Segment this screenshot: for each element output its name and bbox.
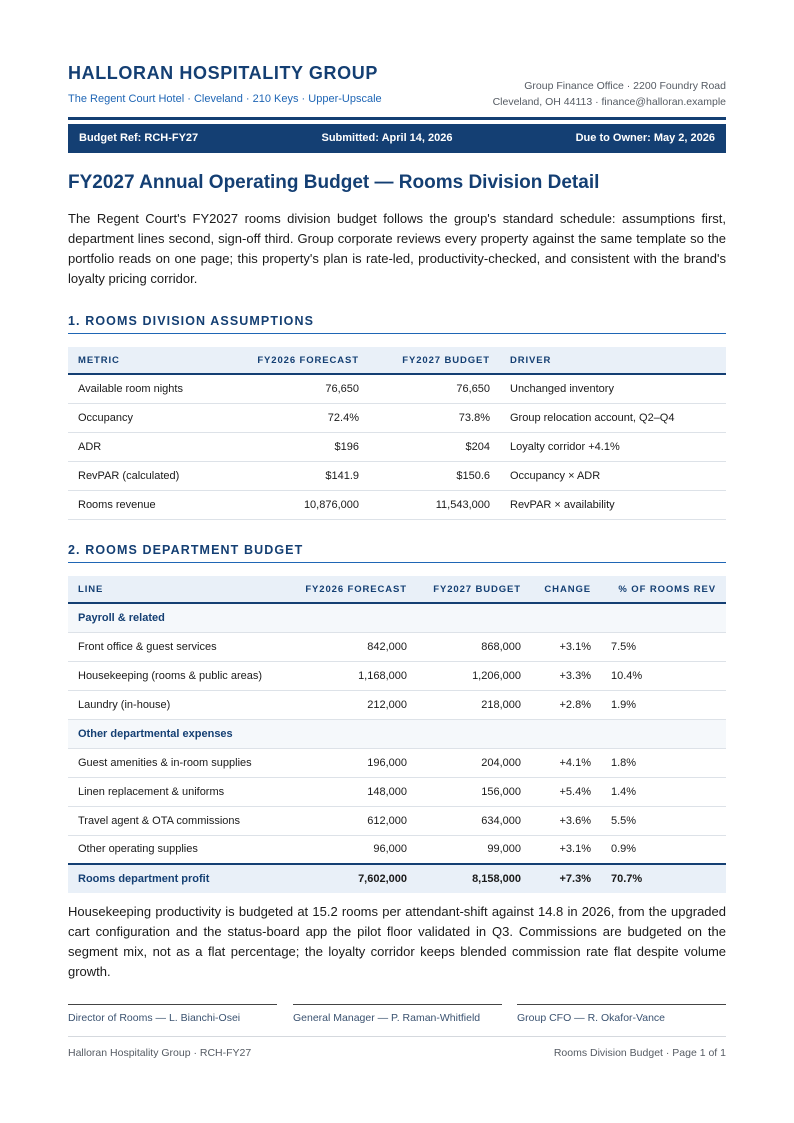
column-header: FY2026 FORECAST <box>292 576 417 603</box>
cell-driver: Loyalty corridor +4.1% <box>500 432 726 461</box>
group-row-other-expenses <box>68 719 726 748</box>
cell-budget: 204,000 <box>417 748 531 777</box>
cell-forecast: 842,000 <box>292 632 417 661</box>
section-heading-assumptions: 1. ROOMS DIVISION ASSUMPTIONS <box>68 314 726 334</box>
assumptions-table <box>68 347 726 520</box>
cell-forecast: $196 <box>238 432 369 461</box>
budget-ref: Budget Ref: RCH-FY27 <box>79 132 199 144</box>
cell-metric: Available room nights <box>68 374 238 403</box>
cell-budget: 73.8% <box>369 403 500 432</box>
group-label: Other departmental expenses <box>68 719 726 748</box>
cell-pct-rooms-rev: 1.4% <box>601 777 726 806</box>
footer-page-info: Rooms Division Budget · Page 1 of 1 <box>553 1047 726 1059</box>
cell-forecast: 10,876,000 <box>238 490 369 519</box>
cell-line: Other operating supplies <box>68 835 292 864</box>
cell-budget: 11,543,000 <box>369 490 500 519</box>
column-header: LINE <box>68 576 292 603</box>
footer-left: Halloran Hospitality Group · RCH-FY27 <box>68 1047 252 1059</box>
cell-forecast: 96,000 <box>292 835 417 864</box>
group-row-payroll <box>68 603 726 632</box>
group-label: Payroll & related <box>68 603 726 632</box>
table-header-row <box>68 576 726 603</box>
cell-driver: RevPAR × availability <box>500 490 726 519</box>
letterhead <box>68 63 726 113</box>
column-header: FY2026 FORECAST <box>238 347 369 374</box>
contact-city-email: Cleveland, OH 44113 · finance@halloran.example <box>492 96 726 108</box>
cell-pct-rooms-rev: 5.5% <box>601 806 726 835</box>
cell-budget: 1,206,000 <box>417 661 531 690</box>
due-date: Due to Owner: May 2, 2026 <box>575 132 715 144</box>
cell-change: +2.8% <box>531 690 601 719</box>
table-row <box>68 777 726 806</box>
cell-line: Laundry (in-house) <box>68 690 292 719</box>
cell-driver: Occupancy × ADR <box>500 461 726 490</box>
cell-metric: ADR <box>68 432 238 461</box>
cell-line: Rooms department profit <box>68 864 292 893</box>
cell-pct-rooms-rev: 1.8% <box>601 748 726 777</box>
cell-budget: 156,000 <box>417 777 531 806</box>
column-header: FY2027 BUDGET <box>369 347 500 374</box>
cell-metric: RevPAR (calculated) <box>68 461 238 490</box>
cell-driver: Group relocation account, Q2–Q4 <box>500 403 726 432</box>
table-row <box>68 661 726 690</box>
total-row <box>68 864 726 893</box>
cell-line: Guest amenities & in-room supplies <box>68 748 292 777</box>
column-header: DRIVER <box>500 347 726 374</box>
column-header: FY2027 BUDGET <box>417 576 531 603</box>
cell-pct-rooms-rev: 10.4% <box>601 661 726 690</box>
cell-budget: 99,000 <box>417 835 531 864</box>
table-row <box>68 403 726 432</box>
intro-paragraph: The Regent Court's FY2027 rooms division budget follows the group's standard schedule: assumptions first, department lines second, sign-off third. Group corporate reviews every property against the same template so the portfolio reads on one page; this property's plan is rate-led, productivity-checked, and consistent with the brand's loyalty pricing corridor. <box>68 211 726 286</box>
table-row <box>68 806 726 835</box>
signature-group-cfo: Group CFO — R. Okafor-Vance <box>517 1004 726 1024</box>
cell-change: +5.4% <box>531 777 601 806</box>
table-row <box>68 748 726 777</box>
cell-change: +4.1% <box>531 748 601 777</box>
table-row <box>68 490 726 519</box>
cell-driver: Unchanged inventory <box>500 374 726 403</box>
cell-pct-rooms-rev: 0.9% <box>601 835 726 864</box>
cell-budget: 8,158,000 <box>417 864 531 893</box>
cell-pct-rooms-rev: 7.5% <box>601 632 726 661</box>
cell-line: Housekeeping (rooms & public areas) <box>68 661 292 690</box>
cell-line: Linen replacement & uniforms <box>68 777 292 806</box>
cell-metric: Occupancy <box>68 403 238 432</box>
cell-budget: 218,000 <box>417 690 531 719</box>
cell-forecast: 1,168,000 <box>292 661 417 690</box>
submitted-date: Submitted: April 14, 2026 <box>321 132 453 144</box>
column-header: METRIC <box>68 347 238 374</box>
cell-forecast: 196,000 <box>292 748 417 777</box>
table-row <box>68 690 726 719</box>
department-budget-table <box>68 576 726 893</box>
column-header: % OF ROOMS REV <box>601 576 726 603</box>
cell-change: +3.1% <box>531 835 601 864</box>
table-header-row <box>68 347 726 374</box>
cell-change: +3.6% <box>531 806 601 835</box>
cell-budget: 76,650 <box>369 374 500 403</box>
contact-block <box>493 78 726 110</box>
cell-budget: 634,000 <box>417 806 531 835</box>
cell-forecast: 148,000 <box>292 777 417 806</box>
cell-line: Front office & guest services <box>68 632 292 661</box>
cell-pct-rooms-rev: 70.7% <box>601 864 726 893</box>
cell-budget: $204 <box>369 432 500 461</box>
cell-forecast: 76,650 <box>238 374 369 403</box>
cell-forecast: 72.4% <box>238 403 369 432</box>
document-title: FY2027 Annual Operating Budget — Rooms Division Detail <box>68 172 600 193</box>
table-row <box>68 374 726 403</box>
company-name: HALLORAN HOSPITALITY GROUP <box>68 63 378 83</box>
cell-change: +3.3% <box>531 661 601 690</box>
cell-forecast: $141.9 <box>238 461 369 490</box>
page-footer <box>68 1036 726 1059</box>
productivity-note: Housekeeping productivity is budgeted at 15.2 rooms per attendant-shift against 14.8 in 2026, from the upgraded cart configuration and the status-board app the pilot floor validated in Q3. Commissions are budgeted on the segment mix, not as a flat percentage; the loyalty corridor keeps blended commission rate flat despite volume growth. <box>68 904 726 979</box>
cell-metric: Rooms revenue <box>68 490 238 519</box>
contact-address: Group Finance Office · 2200 Foundry Road <box>524 80 726 92</box>
cell-budget: $150.6 <box>369 461 500 490</box>
table-row <box>68 461 726 490</box>
section-heading-department-budget: 2. ROOMS DEPARTMENT BUDGET <box>68 543 726 563</box>
header-rule <box>68 117 726 120</box>
cell-budget: 868,000 <box>417 632 531 661</box>
cell-pct-rooms-rev: 1.9% <box>601 690 726 719</box>
table-row <box>68 632 726 661</box>
cell-line: Travel agent & OTA commissions <box>68 806 292 835</box>
signature-general-manager: General Manager — P. Raman-Whitfield <box>293 1004 502 1024</box>
cell-forecast: 7,602,000 <box>292 864 417 893</box>
reference-bar <box>68 124 726 153</box>
table-row <box>68 835 726 864</box>
cell-change: +3.1% <box>531 632 601 661</box>
cell-change: +7.3% <box>531 864 601 893</box>
cell-forecast: 612,000 <box>292 806 417 835</box>
cell-forecast: 212,000 <box>292 690 417 719</box>
column-header: CHANGE <box>531 576 601 603</box>
property-line: The Regent Court Hotel · Cleveland · 210 Keys · Upper-Upscale <box>68 93 382 105</box>
table-row <box>68 432 726 461</box>
signature-director-of-rooms: Director of Rooms — L. Bianchi-Osei <box>68 1004 277 1024</box>
